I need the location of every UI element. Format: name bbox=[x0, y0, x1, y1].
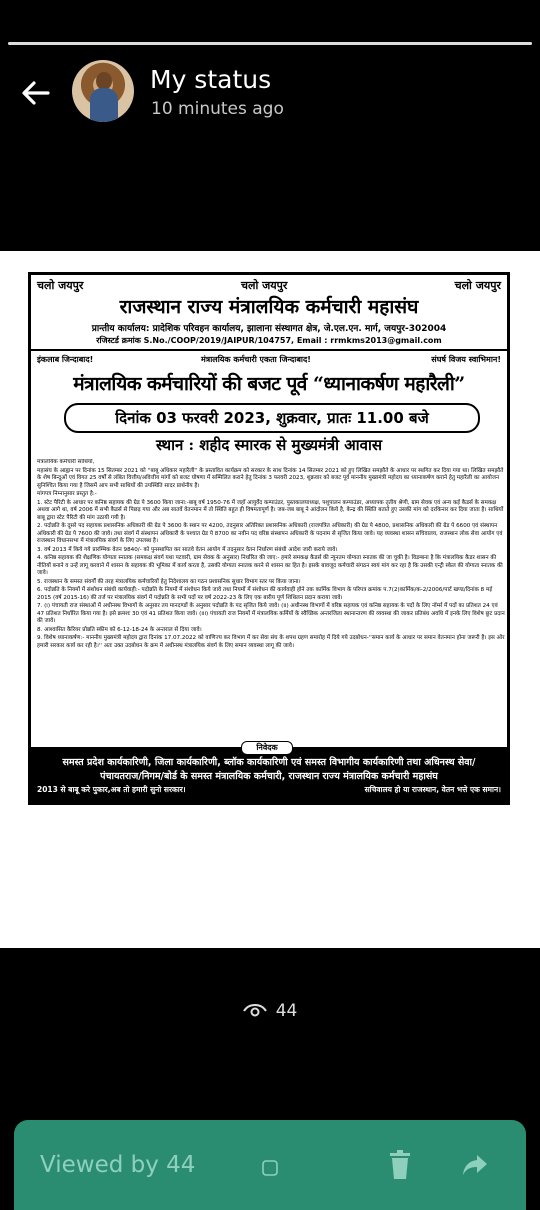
footer-line-2: पंचायतराज/निगम/बोर्ड के समस्त मंत्रालयिक कर्मचारी, राजस्थान राज्य मंत्रालयिक कर्मचारी महासंघ bbox=[100, 771, 438, 782]
views-count: 44 bbox=[275, 1000, 298, 1021]
chalo-right: चलो जयपुर bbox=[454, 279, 501, 292]
footer-band bbox=[31, 747, 507, 802]
chalo-center: चलो जयपुर bbox=[241, 279, 288, 292]
org-name: राजस्थान राज्य मंत्रालयिक कर्मचारी महासंघ bbox=[119, 296, 419, 318]
demand-item: 6. पदोन्नति के नियमों में संशोधन संबंधी कार्यवाही:- पदोन्नति के नियमों में संशोधन किये जावे तथा नियमों में संशोधन की कार्यवाही होने तक कार्मिक विभाग के परिपत्र क्रमांक प.7(2)कार्मिक/क-2/2006/पार्ट खण्ड/दिनांक 8 मई 2015 (वर्ष 2015-16) की तर्ज पर मंत्रालयिक संवर्ग में पदोन्नति के सभी पदों पर वर्ष 2022-23 के लिए एक बारीय पूर्ण शिथिलन प्रदान कराया जावे। bbox=[37, 587, 493, 601]
salutation: मंत्रालयिक कर्मचारी साथियों, bbox=[37, 459, 95, 465]
avatar[interactable] bbox=[72, 60, 134, 122]
slogan-left: इंकलाब जिन्दाबाद! bbox=[37, 355, 94, 364]
poster-headline: मंत्रालयिक कर्मचारियों की बजट पूर्व “ध्यानाकर्षण महारैली” bbox=[73, 373, 465, 395]
demand-item: 8. आश्वासित कैरियर प्रोन्नति स्कीम को 6-12-18-24 के अन्तराल से दिया जावे। bbox=[37, 626, 202, 633]
venue: स्थान : शहीद स्मारक से मुख्यमंत्री आवास bbox=[156, 436, 382, 454]
status-title: My status bbox=[150, 65, 272, 94]
views-indicator[interactable] bbox=[0, 1000, 540, 1021]
demands-title: मांगपत्र निम्नानुसार प्रस्तुत है:- bbox=[37, 491, 97, 497]
select-button[interactable] bbox=[262, 1160, 278, 1180]
demand-item: 3. वर्ष 2013 में किये गये प्रारम्भिक वेतन 9840/- को पुनस्थापित कर सातवे वेतन आयोग में तदनुसार वेतन निर्धारण संबंधी आदेश जारी कराये जावे। bbox=[37, 546, 338, 553]
date-box: दिनांक 03 फरवरी 2023, शुक्रवार, प्रातः 11.00 बजे bbox=[64, 403, 480, 433]
intro-paragraph: महासंघ के आह्वान पर दिनांक 15 सितम्बर 2021 को ''बाबू अधिकार महारैली'' के प्रस्तावित कार्यक्रम को सरकार के साथ दिनांक 14 सितम्बर 2021 को हुए लिखित समझौते के आधार पर स्थगित कर दिया गया था। लिखित समझौते के शेष बिन्दुओं एवं विगत 25 वर्षों से लंबित वित्तीय/अवित्तीय मांगों को बजट घोषणा में सम्मिलित कराने हेतु दिनांक 3 फरवरी 2023, शुक्रवार को बजट पूर्व माननीय मुख्यमंत्री महोदय का ध्यानाकर्षण कराने हेतु महारैली का आयोजन सुनिश्चित किया गया है जिसमें आप सभी साथियों की उपस्थिति सादर प्रार्थनीय है। bbox=[37, 467, 504, 489]
slogan-center: मंत्रालयिक कर्मचारी एकता जिन्दाबाद! bbox=[201, 355, 311, 364]
status-progress-bar bbox=[8, 42, 532, 45]
forward-button[interactable] bbox=[462, 1154, 488, 1180]
divider bbox=[31, 349, 507, 351]
footer-line-1: समस्त प्रदेश कार्यकारिणी, जिला कार्यकारिणी, ब्लॉक कार्यकारिणी एवं समस्त विभागीय कार्यकारिणी तथा अधिनस्थ सेवा/ bbox=[62, 757, 476, 768]
back-button[interactable] bbox=[18, 75, 54, 111]
checkbox-icon bbox=[262, 1160, 278, 1176]
poster-body bbox=[37, 459, 505, 739]
slogan-right: संघर्ष विजय स्वाभिमान! bbox=[431, 355, 501, 364]
demand-item: 5. राजस्थान के समस्त संवर्गों की तरह मंत्रालयिक कर्मचारियों हेतु निदेशालय का गठन प्रशासनिक सुधार विभाग स्तर पर किया जाना। bbox=[37, 578, 301, 585]
nivedak-label: निवेदक bbox=[241, 741, 293, 755]
poster bbox=[28, 272, 510, 805]
footer-left: 2013 से बाबू करे पुकार,अब तो हमारी सुनो सरकार। bbox=[37, 785, 186, 794]
demand-item: 7. (i) पंचायती राज संस्थाओं में अधीनस्थ विभागों के अनुसार तय मानदण्डों के अनुसार पदोन्नति के पद सृजित किये जावे। (ii) अधीनस्थ विभागों में वरिष्ठ सहायक एवं कनिष्ठ सहायक के पदों के लिए नॉर्म्स में पदों का प्रतिशत 24 एवं 47 प्रतिशत निर्धारित किया गया है। इसे क्रमशः 30 एवं 41 प्रतिशत किया जावे। (iii) पंचायती राज नियमों में मंत्रालयिक कर्मियों के स्वैच्छिक अन्तरजिला स्थानान्तरण की व्यवस्था की जाकर प्रतिबंध अवधि में इनके लिए विशेष छूट प्रदान की जावे। bbox=[37, 603, 505, 624]
status-header bbox=[0, 55, 540, 135]
trash-icon bbox=[389, 1150, 411, 1180]
back-arrow-icon bbox=[18, 75, 54, 111]
demand-item: 1. स्टेट पैरिटी के आधार पर कनिष्ठ सहायक की ग्रेड पे 3600 किया जाना:-बाबू वर्ष 1950-76 में जहाँ आयुर्वेद कम्पाउंडर, पुस्तकालयाध्यक्ष, पशुपालन कम्पाउंडर, अध्यापक तृतीय श्रेणी, ग्राम सेवक एवं अन्य कई कैडर्स के समकक्ष अथवा आगे था, वर्ष 2006 में सभी कैडर्स से पिछड़ गया और अब सातवें वेतनमान में तो स्थिति बहुत ही विषमतापूर्ण है। जब-जब बाबू ने आंदोलन किये है, केन्द्र की स्थिति बताते हुए उसकी मांग को दरकिनार कर दिया जाता है। साथियों बाबू द्वारा स्टेट पैरिटी की मांग उठायी गयी है। bbox=[37, 499, 504, 521]
org-registration: रजिस्टर्ड क्रमांक S.No./COOP/2019/JAIPUR/104757, Email : rrmkms2013@gmail.com bbox=[96, 336, 442, 345]
status-time: 10 minutes ago bbox=[151, 99, 284, 119]
chalo-left: चलो जयपुर bbox=[37, 279, 84, 292]
avatar-body bbox=[90, 88, 118, 122]
eye-icon bbox=[243, 1003, 267, 1019]
status-image bbox=[0, 251, 540, 948]
footer-right: सचिवालय हो या राजस्थान, वेतन भत्ते एक समान। bbox=[364, 785, 501, 794]
bottom-bar bbox=[14, 1120, 526, 1210]
delete-button[interactable] bbox=[389, 1150, 411, 1184]
demand-item: 4. कनिष्ठ सहायक की शैक्षणिक योग्यता स्नातक (समकक्ष संवर्ग यथा पटवारी, ग्राम सेवक के अनुसार) निर्धारित की जाए:- हमारे समकक्ष कैडर्स की न्यूनतम योग्यता स्नातक की जा चुकी है। विडम्बना है कि मंत्रालयिक कैडर शासन की नीतियों बनाने व उन्हें लागू करवाने में शासन के सहायक की भूमिका में कार्य करता है, उसकी योग्यता स्नातक करने से शासन का हित है। इसके बावजूद कर्मचारी संगठन स्वयं मांग कर रहा है कि उसकी एन्ट्री स्केल की योग्यता स्नातक की जावे। bbox=[37, 555, 503, 576]
demand-list bbox=[37, 500, 505, 651]
viewed-by-label[interactable]: Viewed by 44 bbox=[40, 1152, 196, 1178]
demand-item: 2. पदोन्नति के दूसरे पद सहायक प्रशासनिक अधिकारी की ग्रेड पे 3600 के स्थान पर 4200, तदनुसार अतिरिक्त प्रशासनिक अधिकारी (राजपत्रित अधिकारी) की ग्रेड पे 4800, प्रशासनिक अधिकारी की ग्रेड पे 6600 एवं संस्थापन अधिकारी की ग्रेड पे 7600 की जावे। तथा संवर्ग में संस्थापन अधिकारी के पश्चात ग्रेड पे 8700 का नवीन पद वरिष्ठ संस्थापन अधिकारी के पदनाम से सृजित किया जावे। यह व्यवस्था शासन सचिवालय, राजस्थान लोक सेवा आयोग एवं राजस्थान विधानसभा में मंत्रालयिक संवर्ग के लिए उपलब्ध है। bbox=[37, 523, 503, 544]
org-address: प्रान्तीय कार्यालय: प्रादेशिक परिवहन कार्यालय, झालाना संस्थागत क्षेत्र, जे.एल.एन. मार्ग, जयपुर-302004 bbox=[91, 324, 447, 334]
forward-icon bbox=[462, 1154, 488, 1176]
status-progress-fill bbox=[8, 42, 532, 45]
demand-item: 9. विशेष ध्यानाकर्षण:- माननीय मुख्यमंत्री महोदय द्वारा दिनांक 17.07.2022 को वाणिज्य कर विभाग में कर सेवा संघ के शपथ ग्रहण समारोह में दिये गये उदबोधन-''समान कार्य के आधार पर समान वेतनमान होना जरूरी है। इस ओर हमारी सरकार कार्य कर रही है।'' अतः उक्त उदबोधन के क्रम में अधीनस्थ मंत्रालयिक संवर्ग के लिए समान व्यवस्था लागू की जावे। bbox=[37, 635, 505, 649]
